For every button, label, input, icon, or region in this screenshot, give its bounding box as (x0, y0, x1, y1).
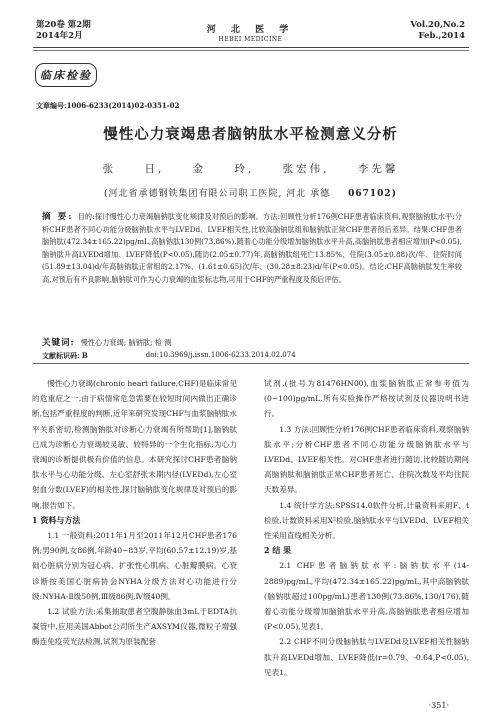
authors: 张 日, 金 玲, 张宏伟, 李先馨 (102, 163, 399, 175)
paragraph: 2.2 CHF不同分级脑钠肽与LVEDd及LVEF相关性脑钠肽升高LVEDd增加、LVEF降低(r=0.79、-0.64,P<0.05),见表1。 (264, 637, 469, 677)
doi-label: doi: (145, 351, 160, 359)
article-id: 文章编号:1006-6233(2014)02-0351-02 (36, 101, 180, 110)
abstract-label: 摘 要: (42, 212, 74, 222)
paragraph: 1.4 统计学方法:SPSS14.0软件分析,计量资料采用F、t检验,计数资料采用X²检验,脑钠肽水平与LVEDd、LVEF相关性采用直线相关分析。 (264, 500, 469, 541)
abstract (42, 211, 462, 287)
section-heading: 2 结 果 (264, 545, 292, 556)
classification (42, 351, 462, 361)
keywords (42, 336, 462, 348)
keywords-items: 慢性心力衰竭; 脑钠肽; 检 测 (80, 338, 172, 347)
journal-name-cn: 河 北 医 学 (206, 25, 295, 35)
clc-label: 文献标识码: (42, 351, 80, 360)
affiliation (0, 186, 501, 199)
header-volume-en: Vol.20,No.2 (410, 20, 465, 30)
paragraph: 1.3 方法:回顾性分析176例CHF患者临床资料,观察脑钠肽水平;分析CHF患者不同心功能分级脑钠肽水平与LVEDd、LVEF相关性。对CHF患者进行随访,比较随访期间高脑钠肽和脑钠肽正常CHF患者死亡、住院次数及平均住院天数差异。 (264, 424, 469, 495)
header-rule (33, 47, 469, 48)
journal-name-en: HEBEI MEDICINE (218, 36, 283, 43)
paragraph: 1.1 一般资料:2011年1月至2011年12月CHF患者176例;男90例,女86例,年龄40~83岁,平均(60.57±12.19)岁,基础心脏病分别为冠心病、扩张性心肌病、心脏瓣膜病。心衰诊断按美国心脏病协会NYHA分级方法对心功能进行分级:NYHA-Ⅱ级50例,Ⅲ级86例,Ⅳ级40例。 (32, 531, 237, 601)
body-right-column (264, 376, 469, 680)
body-left-column (32, 376, 237, 650)
paragraph: 试剂,(批号为81476HN00),血浆脑钠肽正常参考值为(0~100)pg/mL,所有实验操作严格按试剂及仪器说明书进行。 (264, 379, 469, 419)
abstract-body: 目的:探讨慢性心力衰竭脑钠肽变化规律及对预后的影响。方法:回顾性分析176例CHF患者临床资料,观察脑钠肽水平;分析CHF患者不同心功能分级脑钠肽水平与LVEDd、LVEF相关性,比较高脑钠肽组和脑钠肽正常CHF患者预后差异。结果:CHF患者脑钠肽(472.34±165.22)pg/mL,高脑钠肽130例(73.86%),随着心功能分级增加脑钠肽水平升高,高脑钠肽患者相应增加(P<0.05),脑钠肽升高LVEDd增加、LVEF降低(P<0.05),随访(2.05±0.77)年,高脑钠肽组死亡13.85%、住院(3.05±0.88)次/年、住院时间(51.89±13.04)d/年高脑钠肽正常组的2.17%、(1.61±0.65)次/年、(30.28±8.23)d/年(P<0.05)。结论:CHF高脑钠肽发生率较高,对预后有不良影响,脑钠肽可作为心力衰竭的血浆标志物,可用于CHF的严重程度及预后评估。 (42, 212, 462, 284)
section-heading: 1 资料与方法 (32, 514, 81, 525)
header-date-cn: 2014年2月 (36, 31, 83, 41)
affiliation-text: (河北省承德钢铁集团有限公司职工医院, 河北 承德 (104, 189, 331, 199)
doi-value: 10.3969/j.issn.1006-6233.2014.02.074 (159, 351, 296, 359)
header-date-en: Feb.,2014 (418, 31, 465, 41)
section-label-box (35, 63, 97, 87)
abstract-divider (33, 363, 469, 364)
header-right (410, 20, 465, 42)
doi (146, 351, 296, 361)
paragraph: 慢性心力衰竭(chronic heart failure,CHF)是临床常见的危重症之一,由于病情常危急需要在较短时间内做出正确诊断,包括严重程度的判断,近年来研究发现CHF与血浆脑钠肽水平关系密切,检测脑钠肽对诊断心力衰竭有所帮助[1],脑钠肽已成为诊断心力衰竭较灵敏、较特异的一个生化指标,为心力衰竭的诊断提供极有价值的信息。本研究探讨CHF患者脑钠肽水平与心功能分级、左心室舒张末期内径(LVEDd),左心室射血分数(LVEF)的相关性,探讨脑钠肽变化规律及对预后的影响,报告如下。 (32, 379, 237, 510)
section-label: 临床检验 (40, 69, 92, 82)
clc-value: B (81, 351, 88, 360)
paragraph: 2.1 CHF患者脑钠肽水平:脑钠肽水平(14-2889)pg/mL,平均(472.34±165.22)pg/mL,其中高脑钠肽(脑钠肽超过100pg/mL)患者130例(73.86%,130/176),随着心功能分级增加脑钠肽水平升高,高脑钠肽患者相应增加(P<0.05),见表1。 (264, 561, 469, 632)
header-volume-cn: 第20卷 第2期 (36, 20, 91, 30)
article-title: 慢性心力衰竭患者脑钠肽水平检测意义分析 (103, 126, 398, 143)
paragraph: 1.2 试验方法:采集抽取患者空腹静脉血3mL于EDTA抗凝管中,应用美国Abbot公司所生产AXSYM仪器,微粒子增强酶连免疫荧光法检测,试剂为原装配套 (32, 607, 237, 647)
clc-code (42, 351, 88, 361)
page-number: ·351· (428, 701, 449, 710)
keywords-label: 关键词: (42, 338, 75, 348)
affiliation-postcode: 067102) (348, 189, 397, 199)
header-rule-thin (33, 50, 469, 51)
